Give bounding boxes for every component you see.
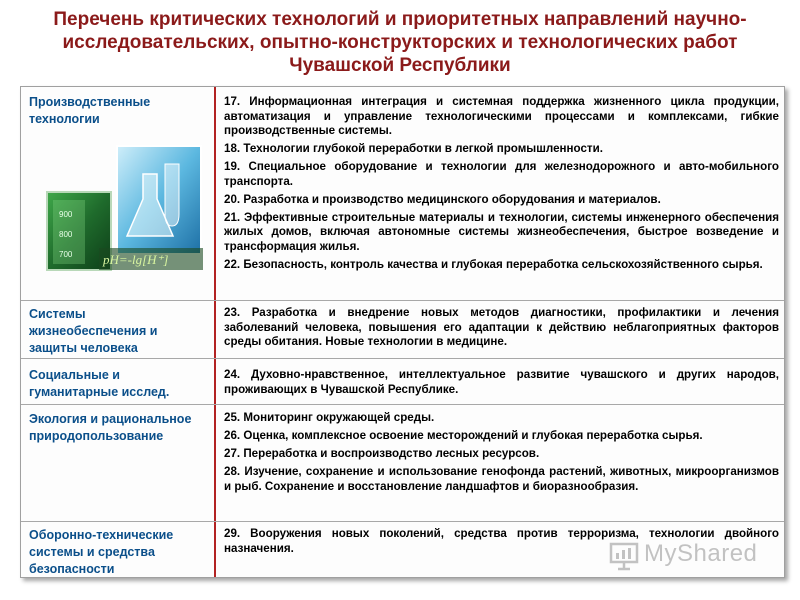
scale-label: 900: [59, 210, 73, 219]
items-list: [224, 306, 779, 353]
items-list: [224, 95, 779, 276]
watermark: [608, 538, 768, 574]
list-item: 24. Духовно-нравственное, интеллектуальное развитие чувашского и других народов, проживающих в Чувашской Республике.: [224, 368, 779, 396]
list-item: 29. Вооружения новых поколений, средства против терроризма, технологии двойного назначения.: [224, 527, 779, 555]
table-row: [21, 359, 784, 405]
items-list: [224, 368, 779, 401]
list-item: 21. Эффективные строительные материалы и технологии, системы инженерного обеспечения жилых домов, включая автономные системы жизнеобеспечения, быстрое возведение и трансформация жилья.: [224, 210, 779, 253]
list-item: 27. Переработка и воспроизводство лесных ресурсов.: [224, 447, 540, 460]
category-label: Оборонно-технические системы и средства безопасности: [29, 528, 174, 576]
scale-label: 700: [59, 250, 73, 259]
table-row: [21, 87, 784, 301]
list-item: 17. Информационная интеграция и системная поддержка жизненного цикла продукции, автоматизация и управление технологическими процессами и комплексами, гибкие производственные системы.: [224, 95, 779, 137]
table-row: [21, 301, 784, 359]
list-item: 20. Разработка и производство медицинского оборудования и материалов.: [224, 192, 661, 206]
technologies-table: [20, 86, 785, 578]
category-label: Системы жизнеобеспечения и защиты человека: [29, 307, 158, 355]
watermark-text: MyShared: [644, 540, 758, 567]
list-item: 19. Специальное оборудование и технологии для железнодорожного и авто-мобильного транспорта.: [224, 160, 779, 188]
items-list: [224, 411, 779, 498]
table-row: [21, 405, 784, 522]
scale-label: 800: [59, 230, 73, 239]
list-item: 18. Технологии глубокой переработки в легкой промышленности.: [224, 142, 603, 155]
category-label: Экология и рациональное природопользование: [29, 412, 192, 443]
category-label: Производственные технологии: [29, 95, 151, 126]
list-item: 26. Оценка, комплексное освоение месторождений и глубокая переработка сырья.: [224, 429, 703, 442]
page-title: Перечень критических технологий и приоритетных направлений научно-исследовательских, опытно-конструкторских и технологических работ Чувашской Республики: [53, 9, 747, 76]
laboratory-illustration: [45, 144, 205, 274]
presentation-icon: [608, 540, 640, 572]
list-item: 25. Мониторинг окружающей среды.: [224, 411, 435, 424]
list-item: 22. Безопасность, контроль качества и глубокая переработка сельскохозяйственного сырья.: [224, 257, 763, 271]
list-item: 23. Разработка и внедрение новых методов диагностики, профилактики и лечения заболеваний человека, повышения его адаптации к действию неблагоприятных факторов среды обитания. Новые технологии в медицине.: [224, 306, 779, 348]
list-item: 28. Изучение, сохранение и использование генофонда растений, животных, микроорганизмов и рыб. Сохранение и восстановление ландшафтов и биоразнообразия.: [224, 465, 779, 493]
category-label: Социальные и гуманитарные исслед.: [29, 368, 170, 399]
formula-text: pH=-lg[H⁺]: [103, 252, 169, 267]
